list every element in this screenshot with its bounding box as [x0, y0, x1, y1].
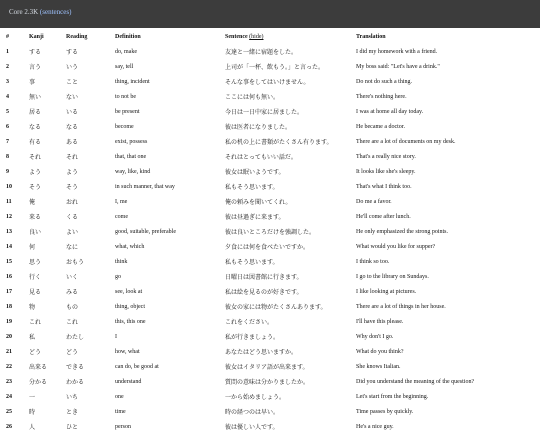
kanji-cell: 言う [29, 64, 42, 71]
definition-cell: way, like, kind [115, 168, 151, 175]
definition-cell: in such manner, that way [115, 183, 175, 190]
definition-cell: be present [115, 108, 140, 115]
sentence-cell: 私もそう思います。 [225, 259, 279, 266]
kanji-cell: 物 [29, 304, 36, 311]
translation-cell: Did you understand the meaning of the question? [356, 378, 475, 385]
definition-cell: thing, incident [115, 78, 150, 85]
kanji-cell: なる [29, 124, 42, 131]
table-body [0, 44, 536, 434]
translation-cell: My boss said: "Let's have a drink." [356, 63, 440, 70]
reading-cell: こと [66, 79, 79, 86]
definition-cell: good, suitable, preferable [115, 228, 176, 235]
sentence-cell: 質問の意味は分かりましたか。 [225, 379, 310, 386]
row-number: 12 [6, 213, 12, 220]
sentence-cell: 彼女はイタリア語が出来ます。 [225, 364, 309, 371]
table-row [0, 119, 536, 134]
page-title [9, 8, 71, 16]
table-row [0, 374, 536, 389]
reading-cell: いる [66, 109, 79, 116]
table-row [0, 59, 536, 74]
sentence-cell: 俺の頼みを聞いてくれ。 [225, 199, 292, 206]
row-number: 13 [6, 228, 12, 235]
definition-cell: time [115, 408, 126, 415]
definition-cell: person [115, 423, 131, 430]
col-kanji-header: Kanji [29, 34, 44, 40]
sentence-cell: 私が行きましょう。 [225, 334, 280, 341]
reading-cell: そう [66, 184, 79, 191]
reading-cell: よい [66, 229, 79, 236]
translation-cell: There's nothing here. [356, 93, 407, 100]
kanji-cell: これ [29, 319, 42, 326]
kanji-cell: 一 [29, 394, 36, 401]
definition-cell: say, tell [115, 63, 134, 70]
deck-subtitle: (sentences) [39, 8, 72, 16]
sentence-cell: 日曜日は図書館に行きます。 [225, 274, 303, 281]
kanji-cell: 俺 [29, 199, 36, 206]
kanji-cell: そう [29, 184, 42, 191]
row-number: 4 [6, 93, 9, 100]
table-row [0, 404, 536, 419]
translation-cell: He became a doctor. [356, 123, 405, 130]
definition-cell: how, what [115, 348, 140, 355]
table-row [0, 269, 536, 284]
col-definition-header: Definition [115, 34, 141, 40]
reading-cell: わたし [66, 334, 85, 341]
title-bar [0, 0, 540, 28]
translation-cell: What would you like for supper? [356, 243, 436, 250]
table-row [0, 89, 536, 104]
row-number: 17 [6, 288, 12, 295]
sentence-cell: 私の机の上に書類がたくさん有ります。 [225, 139, 333, 146]
table-row [0, 194, 536, 209]
row-number: 15 [6, 258, 12, 265]
reading-cell: わかる [66, 379, 85, 386]
table-row [0, 104, 536, 119]
reading-cell: それ [66, 154, 79, 161]
kanji-cell: 思う [29, 259, 42, 266]
reading-cell: ない [66, 94, 79, 101]
translation-cell: Do not do such a thing. [356, 78, 412, 85]
definition-cell: go [115, 273, 121, 280]
sentence-cell: 私は絵を見るのが好きです。 [225, 289, 303, 296]
kanji-cell: 時 [29, 409, 36, 416]
reading-cell: なに [66, 244, 79, 251]
row-number: 6 [6, 123, 9, 130]
sentence-cell: 私もそう思います。 [225, 184, 279, 191]
definition-cell: what, which [115, 243, 145, 250]
table-row [0, 389, 536, 404]
table-row [0, 134, 536, 149]
col-sentence-header [225, 30, 356, 44]
col-translation-header: Translation [356, 34, 386, 40]
kanji-cell: 私 [29, 334, 36, 341]
table-row [0, 359, 536, 374]
sentence-cell: 彼は昼過ぎに来ます。 [225, 214, 285, 221]
table-row [0, 44, 536, 59]
reading-cell: いう [66, 64, 79, 71]
kanji-cell: 事 [29, 79, 36, 86]
row-number: 9 [6, 168, 9, 175]
col-reading-header: Reading [66, 34, 88, 40]
kanji-cell: 人 [29, 424, 36, 431]
table-row [0, 224, 536, 239]
sentence-cell: 一から始めましょう。 [225, 394, 286, 401]
table-row [0, 239, 536, 254]
translation-cell: Time passes by quickly. [356, 408, 414, 415]
reading-cell: ひと [66, 424, 79, 431]
kanji-cell: 分かる [29, 379, 48, 386]
kanji-cell: 来る [29, 214, 42, 221]
sentence-cell: そんな事をしてはいけません。 [225, 79, 310, 86]
kanji-cell: する [29, 49, 42, 56]
kanji-cell: それ [29, 154, 42, 161]
row-number: 8 [6, 153, 9, 160]
sentence-cell: 上司が「一杯、飲もう。」と言った。 [225, 64, 325, 71]
col-num-header: # [6, 34, 9, 40]
hide-sentences-link[interactable]: (hide) [249, 34, 264, 40]
definition-cell: become [115, 123, 134, 130]
row-number: 20 [6, 333, 12, 340]
table-row [0, 314, 536, 329]
translation-cell: That's a really nice story. [356, 153, 416, 160]
row-number: 1 [6, 48, 9, 55]
row-number: 3 [6, 78, 9, 85]
sentence-cell: ここには何も無い。 [225, 94, 280, 101]
reading-cell: もの [66, 304, 79, 311]
table-row [0, 419, 536, 434]
row-number: 19 [6, 318, 12, 325]
table-row [0, 179, 536, 194]
kanji-cell: よう [29, 169, 42, 176]
reading-cell: よう [66, 169, 79, 176]
definition-cell: I [115, 333, 117, 340]
translation-cell: I'll have this please. [356, 318, 404, 325]
table-row [0, 329, 536, 344]
table-row [0, 284, 536, 299]
translation-cell: There are a lot of documents on my desk. [356, 138, 456, 145]
translation-cell: He's a nice guy. [356, 423, 394, 430]
reading-cell: みる [66, 289, 79, 296]
sentence-cell: 友達と一緒に宿題をした。 [225, 49, 298, 56]
definition-cell: that, that one [115, 153, 147, 160]
translation-cell: I like looking at pictures. [356, 288, 417, 295]
sentence-cell: 彼女は眠いようです。 [225, 169, 285, 176]
row-number: 23 [6, 378, 12, 385]
translation-cell: He'll come after lunch. [356, 213, 411, 220]
reading-cell: おもう [66, 259, 85, 266]
reading-cell: なる [66, 124, 79, 131]
translation-cell: That's what I think too. [356, 183, 412, 190]
row-number: 7 [6, 138, 9, 145]
translation-cell: I think so too. [356, 258, 390, 265]
kanji-cell: 何 [29, 244, 36, 251]
definition-cell: do, make [115, 48, 137, 55]
definition-cell: to not be [115, 93, 136, 100]
translation-cell: I go to the library on Sundays. [356, 273, 429, 280]
reading-cell: いち [66, 394, 79, 401]
reading-cell: これ [66, 319, 79, 326]
row-number: 26 [6, 423, 12, 430]
definition-cell: thing, object [115, 303, 145, 310]
translation-cell: She knows Italian. [356, 363, 401, 370]
reading-cell: いく [66, 274, 79, 281]
translation-cell: He only emphasized the strong points. [356, 228, 448, 235]
definition-cell: understand [115, 378, 142, 385]
reading-cell: どう [66, 349, 79, 356]
definition-cell: think [115, 258, 128, 265]
sentence-cell: これをください。 [225, 319, 274, 326]
sentence-cell: 彼は医者になりました。 [225, 124, 292, 131]
reading-cell: くる [66, 214, 79, 221]
row-number: 24 [6, 393, 12, 400]
sentence-cell: 夕食には何を食べたいですか。 [225, 244, 310, 251]
definition-cell: see, look at [115, 288, 143, 295]
row-number: 25 [6, 408, 12, 415]
kanji-cell: 居る [29, 109, 42, 116]
kanji-cell: 行く [29, 274, 42, 281]
reading-cell: ある [66, 139, 79, 146]
table-row [0, 164, 536, 179]
table-row [0, 149, 536, 164]
reading-cell: とき [66, 409, 79, 416]
definition-cell: I, me [115, 198, 128, 205]
table-row [0, 344, 536, 359]
sentence-cell: 彼女の家には物がたくさんあります。 [225, 304, 327, 311]
row-number: 11 [6, 198, 12, 205]
translation-cell: I was at home all day today. [356, 108, 424, 115]
definition-cell: one [115, 393, 124, 400]
vocab-table [0, 30, 536, 434]
sentence-cell: 彼は優しい人です。 [225, 424, 279, 431]
table-row [0, 299, 536, 314]
kanji-cell: 有る [29, 139, 42, 146]
kanji-cell: 無い [29, 94, 42, 101]
definition-cell: this, this one [115, 318, 146, 325]
row-number: 18 [6, 303, 12, 310]
sentence-cell: それはとってもいい話だ。 [225, 154, 297, 161]
deck-title: Core 2.3K [9, 8, 39, 16]
row-number: 5 [6, 108, 9, 115]
kanji-cell: 見る [29, 289, 42, 296]
row-number: 22 [6, 363, 12, 370]
sentence-header-label: Sentence [225, 34, 248, 40]
row-number: 2 [6, 63, 9, 70]
sentence-cell: あなたはどう思いますか。 [225, 349, 298, 356]
translation-cell: I did my homework with a friend. [356, 48, 438, 55]
row-number: 21 [6, 348, 12, 355]
sentence-cell: 今日は一日中家に居ました。 [225, 109, 304, 116]
table-row [0, 254, 536, 269]
table-header [0, 30, 536, 44]
reading-cell: おれ [66, 199, 79, 206]
definition-cell: exist, possess [115, 138, 148, 145]
sentence-cell: 時の経つのは早い。 [225, 409, 280, 416]
definition-cell: come [115, 213, 128, 220]
translation-cell: There are a lot of things in her house. [356, 303, 446, 310]
row-number: 14 [6, 243, 12, 250]
kanji-cell: 良い [29, 229, 42, 236]
translation-cell: What do you think? [356, 348, 404, 355]
reading-cell: する [66, 49, 79, 56]
translation-cell: It looks like she's sleepy. [356, 168, 416, 175]
kanji-cell: 出来る [29, 364, 48, 371]
kanji-cell: どう [29, 349, 42, 356]
reading-cell: できる [66, 364, 85, 371]
translation-cell: Do me a favor. [356, 198, 392, 205]
sentence-cell: 彼は良いところだけを強調した。 [225, 229, 316, 236]
table-row [0, 74, 536, 89]
row-number: 16 [6, 273, 12, 280]
definition-cell: can do, be good at [115, 363, 159, 370]
translation-cell: Why don't I go. [356, 333, 394, 340]
table-row [0, 209, 536, 224]
translation-cell: Let's start from the beginning. [356, 393, 429, 400]
row-number: 10 [6, 183, 12, 190]
